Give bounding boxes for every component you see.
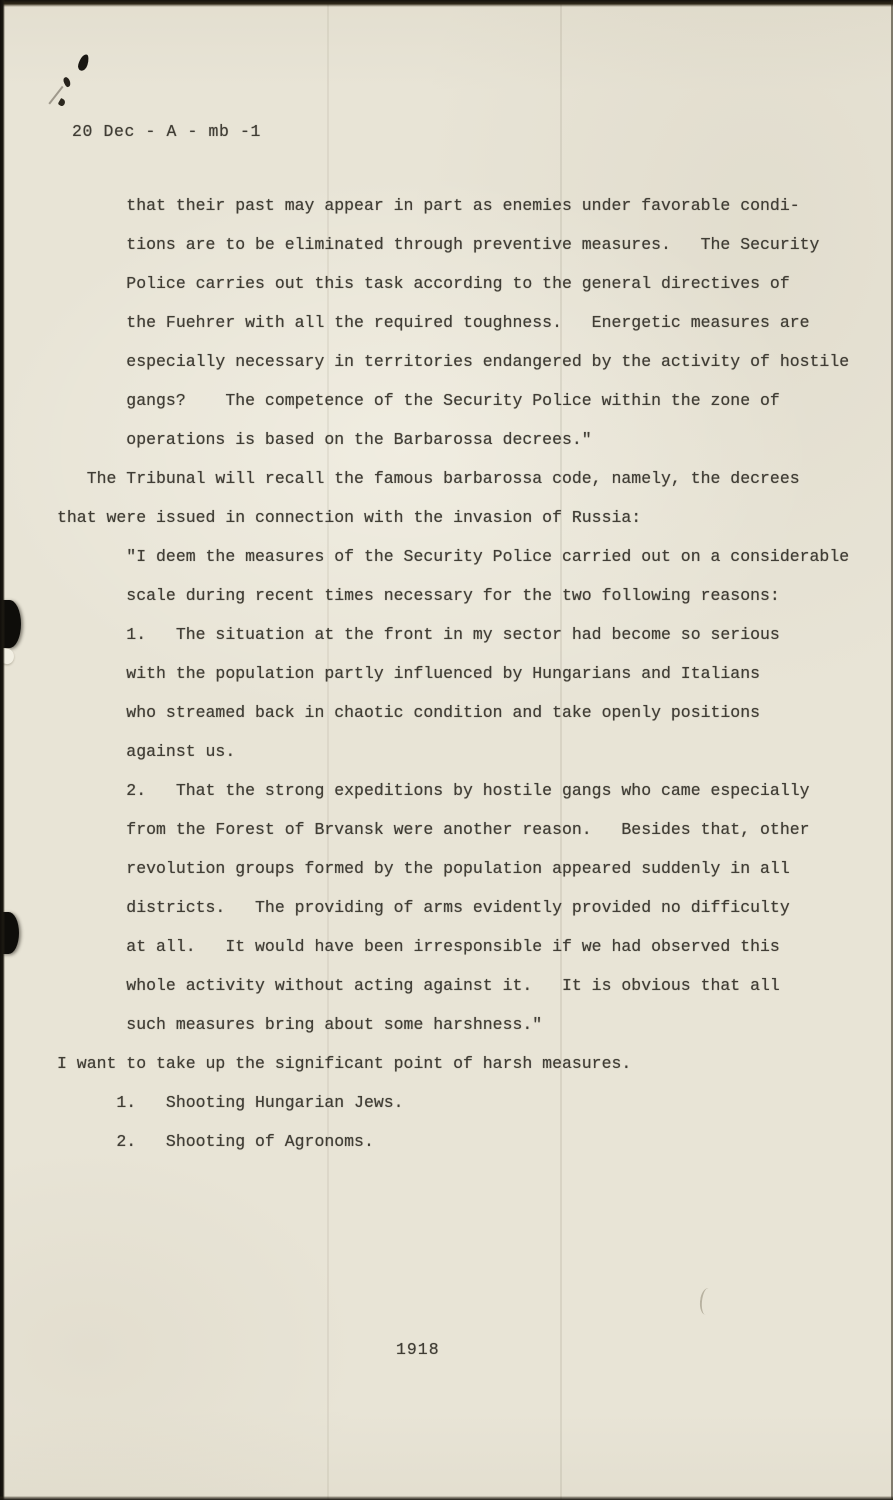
scan-edge-left: [0, 0, 5, 1500]
typed-line: 2. Shooting of Agronoms.: [57, 1132, 374, 1151]
typed-line: gangs? The competence of the Security Police within the zone of: [57, 391, 780, 410]
typed-line: scale during recent times necessary for the two following reasons:: [57, 586, 780, 605]
typed-line: that their past may appear in part as enemies under favorable condi-: [57, 196, 800, 215]
typed-line: from the Forest of Brvansk were another reason. Besides that, other: [57, 820, 810, 839]
typed-line: districts. The providing of arms evidently provided no difficulty: [57, 898, 790, 917]
ink-blot-mark: [58, 98, 67, 107]
scan-edge-bottom: [0, 1496, 893, 1500]
typed-line: whole activity without acting against it. It is obvious that all: [57, 976, 780, 995]
typed-line: especially necessary in territories endangered by the activity of hostile: [57, 352, 850, 371]
typed-line: revolution groups formed by the population appeared suddenly in all: [57, 859, 790, 878]
typed-line: Police carries out this task according to the general directives of: [57, 274, 790, 293]
typed-line: operations is based on the Barbarossa decrees.": [57, 430, 592, 449]
typed-line: "I deem the measures of the Security Police carried out on a considerable: [57, 547, 850, 566]
page-number: 1918: [396, 1340, 440, 1359]
typed-line: 2. That the strong expeditions by hostile gangs who came especially: [57, 781, 810, 800]
typed-line: against us.: [57, 742, 236, 761]
typed-line: the Fuehrer with all the required toughness. Energetic measures are: [57, 313, 810, 332]
pencil-paren-mark: [699, 1287, 716, 1315]
scan-edge-top: [0, 0, 893, 7]
ink-blot-mark: [62, 76, 72, 88]
typed-line: who streamed back in chaotic condition and take openly positions: [57, 703, 761, 722]
document-body: [57, 186, 849, 1161]
typed-line: that were issued in connection with the invasion of Russia:: [57, 508, 642, 527]
typed-line: such measures bring about some harshness.": [57, 1015, 543, 1034]
typed-line: tions are to be eliminated through preventive measures. The Security: [57, 235, 820, 254]
page-header: 20 Dec - A - mb -1: [72, 122, 262, 141]
typed-line: at all. It would have been irresponsible if we had observed this: [57, 937, 780, 956]
typed-line: I want to take up the significant point of harsh measures.: [57, 1054, 632, 1073]
ink-blot-mark: [77, 53, 90, 72]
typed-line: The Tribunal will recall the famous barbarossa code, namely, the decrees: [57, 469, 800, 488]
typed-line: 1. The situation at the front in my sector had become so serious: [57, 625, 780, 644]
typed-line: with the population partly influenced by Hungarians and Italians: [57, 664, 761, 683]
typed-line: 1. Shooting Hungarian Jews.: [57, 1093, 404, 1112]
